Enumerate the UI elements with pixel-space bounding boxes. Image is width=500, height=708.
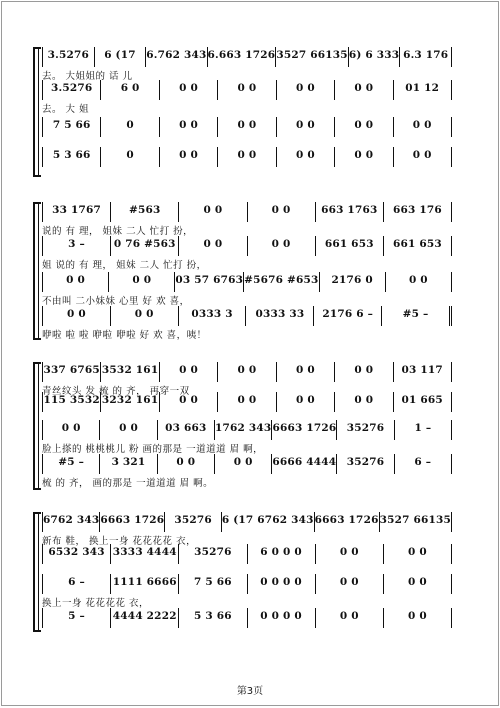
measure: 35276 (165, 512, 222, 532)
staff-1 (42, 202, 452, 240)
measure: 6 0 (101, 80, 159, 100)
notes-row (42, 80, 452, 100)
measure: 6.3 176 (400, 47, 452, 67)
measure: 6.663 1726 (208, 47, 277, 67)
measure: 6663 1726 (100, 512, 165, 532)
notes-row (42, 47, 452, 67)
measure: 0 0 (179, 236, 247, 256)
score-page (1, 1, 499, 706)
measure: 0 0 (42, 272, 109, 292)
measure: 6 0 0 0 (248, 544, 316, 564)
notes-row (42, 512, 452, 532)
measure: 6762 343 (42, 512, 100, 532)
system-brace (33, 202, 41, 340)
measure: 7 5 66 (179, 574, 247, 594)
measure: 6.762 343 (146, 47, 207, 67)
measure: #5 – (42, 454, 100, 474)
measure: 0 0 (248, 202, 316, 222)
measure: 3.5276 (42, 47, 95, 67)
measure: 0 0 (335, 147, 393, 167)
measure: 6532 343 (42, 544, 111, 564)
notes-row (42, 544, 452, 564)
staff-4 (42, 147, 452, 185)
staff-3 (42, 574, 452, 612)
measure: 661 653 (384, 236, 452, 256)
lyrics-line: 去。 大 姐 (42, 104, 90, 115)
lyrics-line: 咿啦 啦 啦 咿啦 咿啦 好 欢 喜，咦！ (42, 330, 207, 341)
staff-4 (42, 306, 452, 344)
measure: 0 0 (394, 147, 452, 167)
measure: 0 0 (109, 272, 175, 292)
measure: 0 0 (384, 544, 452, 564)
measure: 0 0 (218, 362, 276, 382)
measure: 03 663 (158, 420, 215, 440)
measure: 0 0 (384, 608, 452, 628)
score-system-2 (42, 202, 452, 340)
measure: 0 0 (277, 362, 335, 382)
measure: 337 6765 (42, 362, 101, 382)
measure: 3532 161 (101, 362, 159, 382)
measure: #5676 #653 (244, 272, 319, 292)
system-brace (33, 362, 41, 490)
measure: 0 0 (277, 80, 335, 100)
measure: 0 0 (160, 80, 218, 100)
notes-row (42, 236, 452, 256)
measure: 0 0 (316, 608, 384, 628)
measure: 5 – (42, 608, 111, 628)
notes-row (42, 574, 452, 594)
measure: 4444 2222 (111, 608, 179, 628)
measure: 0 0 (215, 454, 272, 474)
notes-row (42, 202, 452, 222)
lyrics-line: 脸上搽的 桃桃桃儿 粉 画的那是 一道道道 眉 啊， (42, 444, 264, 455)
lyrics-line: 说的 有 理， 姐妹 二人 忙打 扮， (42, 226, 194, 237)
measure: 3232 161 (101, 392, 159, 412)
notes-row (42, 454, 452, 474)
page-number: 第3页 (236, 686, 264, 697)
measure: 6 – (395, 454, 452, 474)
measure: 6 (17 6762 343 (222, 512, 315, 532)
measure: 6) 6 333 (349, 47, 401, 67)
measure: 0 0 (335, 392, 393, 412)
staff-3 (42, 272, 452, 310)
measure: #5 – (382, 306, 452, 326)
measure: 0 0 (160, 362, 218, 382)
measure: 0 (101, 147, 159, 167)
measure: 0 0 (42, 306, 111, 326)
lyrics-line: 不由叫 二小妹妹 心里 好 欢 喜， (42, 296, 190, 307)
measure: 33 1767 (42, 202, 111, 222)
notes-row (42, 362, 452, 382)
measure: 03 57 6763 (175, 272, 244, 292)
measure: 7 5 66 (42, 117, 101, 137)
measure: 0 0 (160, 117, 218, 137)
system-brace (33, 47, 41, 177)
notes-row (42, 147, 452, 167)
measure: 0333 3 (179, 306, 247, 326)
notes-row (42, 392, 452, 412)
measure: 0 0 (42, 420, 100, 440)
measure: 1111 6666 (111, 574, 179, 594)
score-system-4 (42, 512, 452, 632)
lyrics-line (42, 629, 452, 643)
measure: 3.5276 (42, 80, 101, 100)
measure: 0333 33 (246, 306, 314, 326)
measure: 35276 (337, 420, 394, 440)
measure: 35276 (179, 544, 247, 564)
system-brace (33, 512, 41, 632)
measure: 5 3 66 (179, 608, 247, 628)
measure: 0 0 (277, 392, 335, 412)
measure: 0 0 (100, 420, 157, 440)
measure: 3 321 (100, 454, 157, 474)
measure: 0 0 (218, 80, 276, 100)
lyrics-line: 青丝纹头 发 梳 的 齐， 再穿一双 (42, 386, 190, 397)
measure: 0 0 (158, 454, 215, 474)
measure: 0 0 (248, 236, 316, 256)
measure: 0 0 (335, 80, 393, 100)
measure: 0 0 (111, 306, 179, 326)
notes-row (42, 608, 452, 628)
measure: 03 117 (394, 362, 452, 382)
measure: 3 – (42, 236, 111, 256)
measure: 0 (101, 117, 159, 137)
notes-row (42, 420, 452, 440)
lyrics-line (42, 168, 452, 182)
measure: 115 3532 (42, 392, 101, 412)
measure: 0 0 (316, 574, 384, 594)
measure: 0 0 (160, 392, 218, 412)
score-system-3 (42, 362, 452, 490)
measure: 5 3 66 (42, 147, 101, 167)
measure: 0 0 (218, 147, 276, 167)
measure: 6 (17 (95, 47, 147, 67)
measure: 2176 6 – (314, 306, 382, 326)
measure: 3333 4444 (111, 544, 179, 564)
measure: 6663 1726 (272, 420, 337, 440)
notes-row (42, 272, 452, 292)
measure: 0 0 (277, 147, 335, 167)
measure: 661 653 (316, 236, 384, 256)
measure: 0 0 0 0 (248, 608, 316, 628)
staff-4 (42, 608, 452, 646)
measure: 0 0 (335, 362, 393, 382)
measure: 6663 1726 (315, 512, 380, 532)
lyrics-line: 新布 鞋， 换上一身 花花花花 衣， (42, 536, 197, 547)
measure: 0 0 (218, 392, 276, 412)
measure: 1762 343 (215, 420, 272, 440)
measure: 3527 66135 (276, 47, 348, 67)
measure: 01 665 (394, 392, 452, 412)
measure: 0 0 (394, 117, 452, 137)
measure: 0 76 #563 (111, 236, 179, 256)
measure: 0 0 (160, 147, 218, 167)
measure: 01 12 (394, 80, 452, 100)
lyrics-line: 换上一身 花花花花 衣， (42, 598, 150, 609)
measure: 2176 0 (320, 272, 386, 292)
staff-2 (42, 236, 452, 274)
notes-row (42, 306, 452, 326)
measure: 6 – (42, 574, 111, 594)
notes-row (42, 117, 452, 137)
measure: 0 0 (386, 272, 452, 292)
measure: #563 (111, 202, 179, 222)
score-system-1 (42, 47, 452, 177)
measure: 0 0 0 0 (248, 574, 316, 594)
lyrics-line: 姐 说的 有 理， 姐妹 二人 忙打 扮， (42, 260, 207, 271)
measure: 3527 66135 (380, 512, 452, 532)
staff-4 (42, 454, 452, 492)
lyrics-line: 去。 大姐姐的 话 儿 (42, 71, 133, 82)
measure: 1 – (395, 420, 452, 440)
staff-3 (42, 420, 452, 458)
measure: 663 176 (384, 202, 452, 222)
measure: 0 0 (384, 574, 452, 594)
lyrics-line: 梳 的 齐， 画的那是 一道道道 眉 啊。 (42, 478, 214, 489)
measure: 0 0 (179, 202, 247, 222)
measure: 35276 (337, 454, 394, 474)
staff-2 (42, 80, 452, 118)
measure: 0 0 (316, 544, 384, 564)
measure: 0 0 (218, 117, 276, 137)
measure: 6666 4444 (272, 454, 337, 474)
measure: 0 0 (335, 117, 393, 137)
measure: 0 0 (277, 117, 335, 137)
measure: 663 1763 (316, 202, 384, 222)
